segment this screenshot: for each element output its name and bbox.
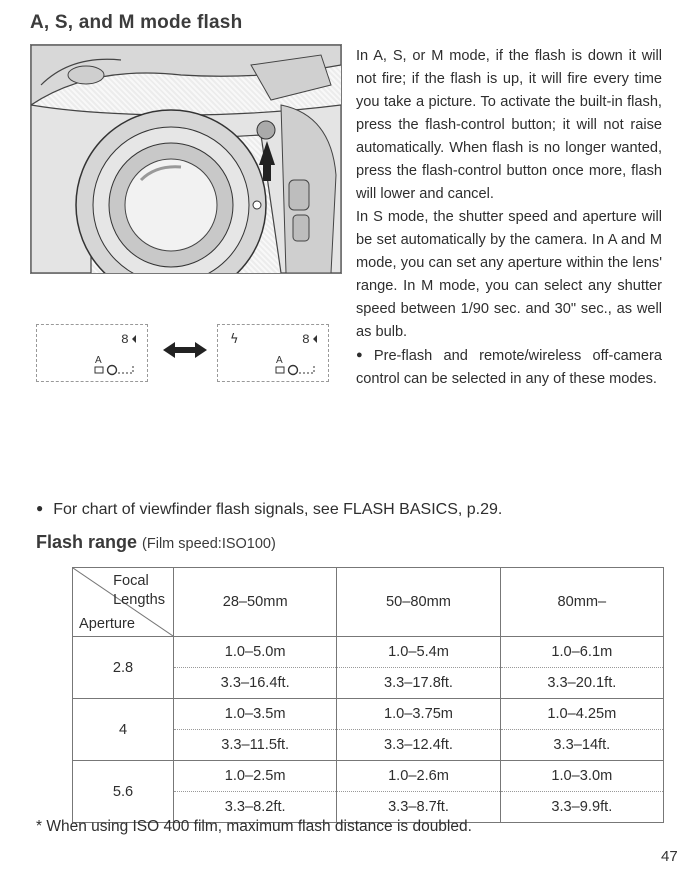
camera-drawing: [31, 45, 341, 273]
range-cell: [500, 637, 663, 699]
table-row: [73, 637, 664, 699]
table-row: [73, 699, 664, 761]
note-text: For chart of viewfinder flash signals, see FLASH BASICS, p.29.: [53, 501, 503, 518]
range-meters: 1.0–5.4m: [337, 637, 499, 668]
range-feet: 3.3–20.1ft.: [547, 675, 617, 691]
range-cell: [500, 699, 663, 761]
range-meters: 1.0–4.25m: [501, 699, 663, 730]
range-meters: 1.0–2.6m: [337, 761, 499, 792]
corner-lengths: Lengths: [113, 592, 165, 608]
lcd-indicator-icon: [132, 335, 136, 343]
range-feet: 3.3–8.2ft.: [224, 799, 286, 815]
aperture-value: 5.6: [73, 761, 174, 823]
flash-range-table: [72, 567, 664, 823]
page-number: 47: [661, 848, 678, 865]
table-row: [73, 761, 664, 823]
range-feet: 3.3–12.4ft.: [384, 737, 453, 753]
lcd-digit: 8: [121, 332, 129, 347]
range-feet: 3.3–14ft.: [553, 737, 611, 753]
lcd-panel-flash-off: [36, 324, 148, 382]
range-cell: [337, 761, 500, 823]
footnote: * When using ISO 400 film, maximum flash distance is doubled.: [36, 818, 472, 835]
lcd-frame-icon: [276, 367, 284, 373]
range-cell: [174, 637, 337, 699]
range-meters: 1.0–3.5m: [174, 699, 336, 730]
lcd-digit: 8: [302, 332, 310, 347]
bullet-icon: ●: [36, 501, 44, 515]
corner-focal: Focal: [113, 573, 149, 589]
lcd-indicator-icon: [313, 335, 317, 343]
range-cell: [500, 761, 663, 823]
corner-aperture: Aperture: [79, 616, 135, 632]
lcd-panel-flash-on: [217, 324, 329, 382]
lcd-flash-icon: ϟ: [230, 332, 239, 347]
table-corner-cell: [73, 568, 174, 637]
paragraph-preflash: [356, 344, 662, 391]
aperture-value: 2.8: [73, 637, 174, 699]
aperture-value: 4: [73, 699, 174, 761]
column-header: 28–50mm: [174, 568, 337, 637]
range-cell: [337, 699, 500, 761]
range-title-text: Flash range: [36, 532, 138, 552]
range-feet: 3.3–16.4ft.: [220, 675, 290, 691]
range-meters: 1.0–2.5m: [174, 761, 336, 792]
flash-range-title: [36, 532, 276, 553]
bullet-icon: ●: [356, 349, 370, 361]
table-header-row: [73, 568, 664, 637]
range-meters: 1.0–3.75m: [337, 699, 499, 730]
column-header: 50–80mm: [337, 568, 500, 637]
range-subtitle: (Film speed:ISO100): [142, 536, 276, 552]
lcd-dial-icon: [289, 366, 298, 375]
lcd-frame-icon: [95, 367, 103, 373]
range-feet: 3.3–11.5ft.: [221, 737, 290, 753]
range-meters: 1.0–6.1m: [501, 637, 663, 668]
page-heading: A, S, and M mode flash: [30, 12, 243, 33]
range-meters: 1.0–3.0m: [501, 761, 663, 792]
camera-illustration: [30, 44, 342, 274]
corner-focal-lengths: [113, 572, 165, 610]
range-cell: [174, 699, 337, 761]
preflash-text: Pre-flash and remote/wireless off-camera control can be selected in any of these modes.: [356, 348, 662, 387]
chart-reference-note: [36, 501, 656, 519]
lcd-dial-icon: [108, 366, 117, 375]
paragraph-modes: In S mode, the shutter speed and aperture will be set automatically by the camera. In A and M mode, you can set any aperture within the lens' range. In M mode, you can select any shutter speed between 1/90 sec. and 30" sec., as well as bulb.: [356, 209, 662, 340]
lcd-mode: A: [276, 355, 283, 366]
lcd-mode: A: [95, 355, 102, 366]
body-text: [356, 45, 662, 391]
range-feet: 3.3–17.8ft.: [384, 675, 453, 691]
column-header: 80mm–: [500, 568, 663, 637]
range-cell: [174, 761, 337, 823]
range-feet: 3.3–8.7ft.: [388, 799, 449, 815]
paragraph-flash-control: In A, S, or M mode, if the flash is down it will not fire; if the flash is up, it will fire every time you take a picture. To activate the built-in flash, press the flash-control button; it will not raise automatically. When flash is no longer wanted, press the flash-control button once more, flash will lower and cancel.: [356, 48, 662, 202]
range-feet: 3.3–9.9ft.: [551, 799, 613, 815]
range-meters: 1.0–5.0m: [174, 637, 336, 668]
range-cell: [337, 637, 500, 699]
double-arrow-icon: [163, 340, 207, 360]
